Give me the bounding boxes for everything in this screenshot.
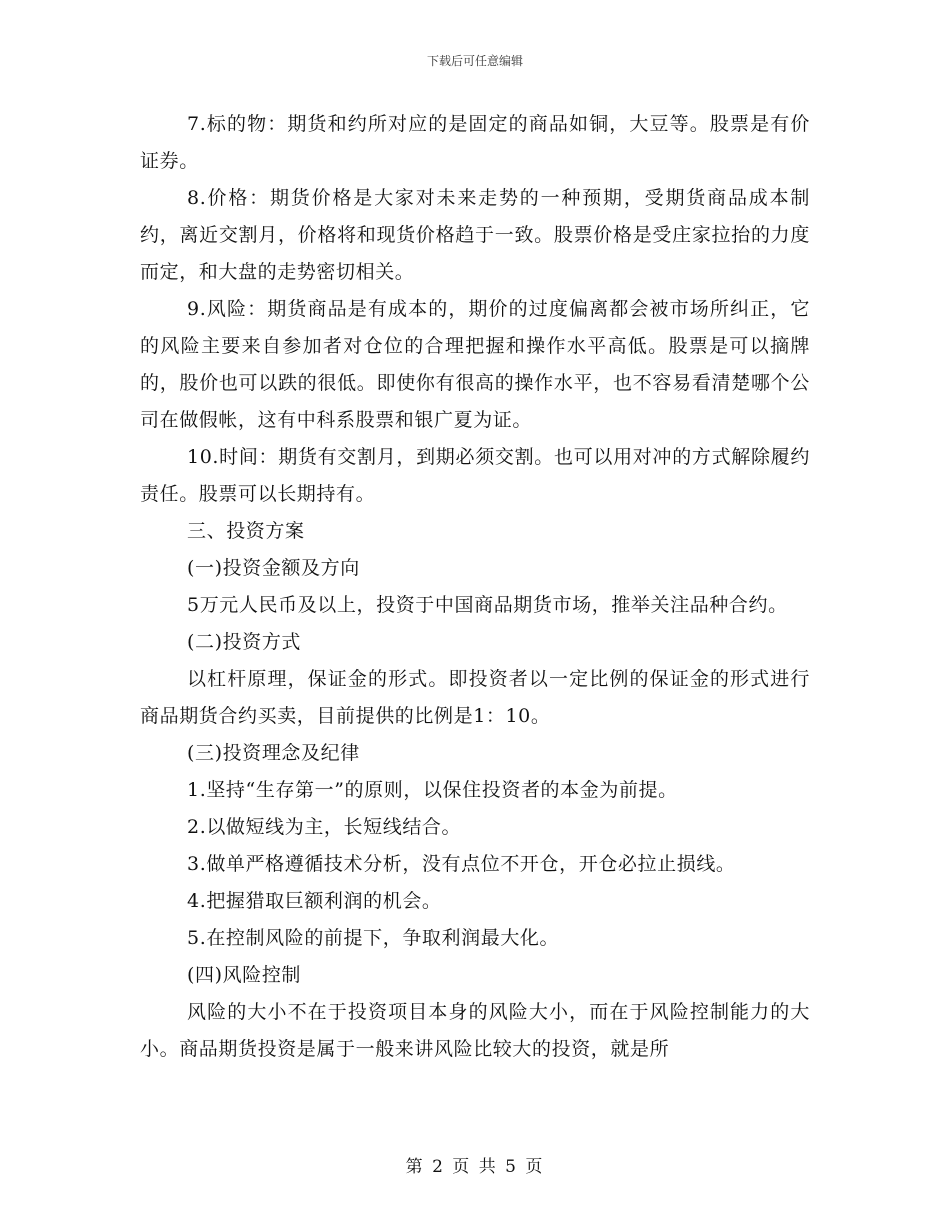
subsection-heading: (一)投资金额及方向: [187, 557, 360, 579]
paragraph: 7.标的物：期货和约所对应的是固定的商品如铜，大豆等。股票是有价证券。: [140, 113, 810, 172]
paragraph: 10.时间：期货有交割月，到期必须交割。也可以用对冲的方式解除履约责任。股票可以长期持有。: [140, 446, 810, 505]
list-item: 1.坚持“生存第一”的原则，以保住投资者的本金为前提。: [187, 779, 678, 801]
paragraph: 5万元人民币及以上，投资于中国商品期货市场，推举关注品种合约。: [187, 594, 788, 616]
page-header: 下载后可任意编辑: [426, 54, 523, 68]
paragraph: 以杠杆原理，保证金的形式。即投资者以一定比例的保证金的形式进行商品期货合约买卖，目前提供的比例是1：10。: [140, 668, 810, 727]
list-item: 4.把握猎取巨额利润的机会。: [187, 890, 442, 912]
paragraph: 9.风险：期货商品是有成本的，期价的过度偏离都会被市场所纠正，它的风险主要来自参加者对仓位的合理把握和操作水平高低。股票是可以摘牌的，股价也可以跌的很低。即使你有很高的操作水平，也不容易看清楚哪个公司在做假帐，这有中科系股票和银广夏为证。: [140, 298, 810, 431]
subsection-heading: (二)投资方式: [187, 631, 302, 653]
subsection-heading: (三)投资理念及纪律: [187, 742, 360, 764]
document-body: [140, 106, 810, 1068]
paragraph: 8.价格：期货价格是大家对未来走势的一种预期，受期货商品成本制约，离近交割月，价格将和现货价格趋于一致。股票价格是受庄家拉抬的力度而定，和大盘的走势密切相关。: [140, 187, 810, 283]
list-item: 2.以做短线为主，长短线结合。: [187, 816, 462, 838]
list-item: 3.做单严格遵循技术分析，没有点位不开仓，开仓必拉止损线。: [187, 853, 736, 875]
page-footer: 第 2 页 共 5 页: [405, 1157, 545, 1177]
list-item: 5.在控制风险的前提下，争取利润最大化。: [187, 927, 560, 949]
paragraph: 风险的大小不在于投资项目本身的风险大小，而在于风险控制能力的大小。商品期货投资是属于一般来讲风险比较大的投资，就是所: [140, 1001, 810, 1060]
section-heading: 三、投资方案: [187, 520, 305, 542]
subsection-heading: (四)风险控制: [187, 964, 302, 986]
